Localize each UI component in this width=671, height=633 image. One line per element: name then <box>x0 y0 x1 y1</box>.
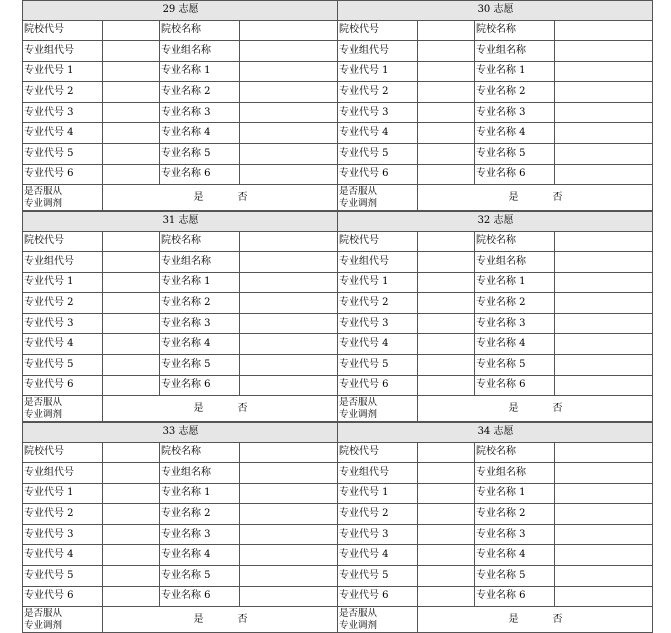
school-name-field[interactable] <box>555 442 653 463</box>
school-name-field[interactable] <box>240 231 338 252</box>
adjust-no-option[interactable]: 否 <box>237 402 248 414</box>
major-code-label: 专业代号 4 <box>23 545 103 566</box>
adjust-label-line2: 专业调剂 <box>24 408 63 420</box>
major-code-label: 专业代号 1 <box>23 272 103 293</box>
adjust-no-option[interactable]: 否 <box>552 402 563 414</box>
major-code-field[interactable] <box>418 524 475 545</box>
school-code-field[interactable] <box>103 20 160 41</box>
volunteer-title: 30 志愿 <box>338 1 653 21</box>
school-code-field[interactable] <box>103 231 160 252</box>
school-name-label: 院校名称 <box>475 442 555 463</box>
adjust-label-line1: 是否服从 <box>24 396 63 408</box>
major-code-label: 专业代号 6 <box>23 586 103 607</box>
major-code-field[interactable] <box>103 102 160 123</box>
group-code-field[interactable] <box>103 252 160 273</box>
group-name-field[interactable] <box>240 463 338 484</box>
school-code-field[interactable] <box>418 20 475 41</box>
adjust-label <box>23 185 103 211</box>
major-name-label: 专业名称 4 <box>475 334 555 355</box>
school-code-label: 院校代号 <box>338 20 418 41</box>
major-name-field[interactable] <box>555 355 653 376</box>
group-code-field[interactable] <box>418 41 475 62</box>
major-code-label: 专业代号 3 <box>338 102 418 123</box>
major-code-field[interactable] <box>418 504 475 525</box>
school-code-label: 院校代号 <box>338 231 418 252</box>
major-name-field[interactable] <box>555 334 653 355</box>
major-name-label: 专业名称 4 <box>475 123 555 144</box>
major-code-label: 专业代号 5 <box>23 566 103 587</box>
major-code-field[interactable] <box>103 313 160 334</box>
school-code-label: 院校代号 <box>23 442 103 463</box>
major-code-label: 专业代号 5 <box>338 355 418 376</box>
major-name-label: 专业名称 5 <box>475 355 555 376</box>
adjust-yes-option[interactable]: 是 <box>193 613 204 625</box>
major-code-label: 专业代号 2 <box>23 293 103 314</box>
major-code-label: 专业代号 5 <box>23 144 103 165</box>
major-code-field[interactable] <box>418 102 475 123</box>
major-code-label: 专业代号 1 <box>23 61 103 82</box>
major-code-field[interactable] <box>418 293 475 314</box>
adjust-no-option[interactable]: 否 <box>237 191 248 203</box>
major-code-field[interactable] <box>103 61 160 82</box>
major-name-field[interactable] <box>240 313 338 334</box>
major-name-label: 专业名称 3 <box>475 524 555 545</box>
major-name-field[interactable] <box>555 123 653 144</box>
major-code-field[interactable] <box>418 375 475 396</box>
major-name-field[interactable] <box>240 504 338 525</box>
major-code-field[interactable] <box>418 61 475 82</box>
major-code-field[interactable] <box>418 545 475 566</box>
major-name-field[interactable] <box>555 313 653 334</box>
major-name-field[interactable] <box>555 164 653 185</box>
group-code-label: 专业组代号 <box>338 252 418 273</box>
group-name-field[interactable] <box>240 41 338 62</box>
major-name-field[interactable] <box>240 61 338 82</box>
major-name-label: 专业名称 1 <box>160 61 240 82</box>
major-code-label: 专业代号 2 <box>23 504 103 525</box>
school-code-field[interactable] <box>418 442 475 463</box>
adjust-label <box>23 396 103 422</box>
volunteer-block <box>337 422 653 633</box>
major-code-field[interactable] <box>418 566 475 587</box>
adjust-label-line2: 专业调剂 <box>339 619 378 631</box>
major-name-field[interactable] <box>555 483 653 504</box>
volunteer-title: 34 志愿 <box>338 423 653 443</box>
adjust-label-line2: 专业调剂 <box>24 619 63 631</box>
volunteer-block <box>337 0 653 211</box>
school-code-label: 院校代号 <box>23 20 103 41</box>
school-name-label: 院校名称 <box>160 442 240 463</box>
school-name-field[interactable] <box>555 20 653 41</box>
major-code-field[interactable] <box>103 545 160 566</box>
major-name-label: 专业名称 5 <box>475 566 555 587</box>
major-name-field[interactable] <box>555 545 653 566</box>
major-code-label: 专业代号 4 <box>338 123 418 144</box>
group-code-field[interactable] <box>103 41 160 62</box>
major-name-label: 专业名称 1 <box>475 272 555 293</box>
adjust-label-line2: 专业调剂 <box>339 197 378 209</box>
major-name-label: 专业名称 3 <box>160 313 240 334</box>
major-code-field[interactable] <box>418 334 475 355</box>
adjust-yes-option[interactable]: 是 <box>193 402 204 414</box>
group-code-label: 专业组代号 <box>23 41 103 62</box>
major-name-label: 专业名称 2 <box>475 293 555 314</box>
adjust-label-line1: 是否服从 <box>339 396 378 408</box>
group-name-field[interactable] <box>555 41 653 62</box>
group-name-field[interactable] <box>555 463 653 484</box>
major-code-field[interactable] <box>103 82 160 103</box>
adjust-choice <box>103 185 338 211</box>
major-code-label: 专业代号 4 <box>23 334 103 355</box>
adjust-yes-option[interactable]: 是 <box>193 191 204 203</box>
group-code-label: 专业组代号 <box>338 463 418 484</box>
major-name-field[interactable] <box>240 375 338 396</box>
major-code-label: 专业代号 2 <box>338 504 418 525</box>
major-name-field[interactable] <box>240 293 338 314</box>
group-code-field[interactable] <box>103 463 160 484</box>
major-name-field[interactable] <box>555 102 653 123</box>
major-name-field[interactable] <box>240 144 338 165</box>
major-name-field[interactable] <box>240 524 338 545</box>
major-code-label: 专业代号 5 <box>338 144 418 165</box>
group-name-label: 专业组名称 <box>475 252 555 273</box>
group-name-label: 专业组名称 <box>160 252 240 273</box>
adjust-yes-option[interactable]: 是 <box>508 191 519 203</box>
major-name-field[interactable] <box>240 123 338 144</box>
major-name-field[interactable] <box>240 586 338 607</box>
major-code-label: 专业代号 6 <box>23 375 103 396</box>
adjust-label-line1: 是否服从 <box>24 607 63 619</box>
major-code-field[interactable] <box>418 355 475 376</box>
school-name-label: 院校名称 <box>475 231 555 252</box>
major-name-field[interactable] <box>240 545 338 566</box>
major-code-field[interactable] <box>103 375 160 396</box>
adjust-label-line2: 专业调剂 <box>339 408 378 420</box>
volunteer-block <box>22 0 338 211</box>
group-name-label: 专业组名称 <box>160 41 240 62</box>
school-name-label: 院校名称 <box>160 20 240 41</box>
major-code-field[interactable] <box>103 144 160 165</box>
volunteer-block <box>337 211 653 422</box>
major-code-label: 专业代号 3 <box>338 313 418 334</box>
major-name-field[interactable] <box>555 375 653 396</box>
major-name-label: 专业名称 2 <box>160 82 240 103</box>
major-code-field[interactable] <box>418 164 475 185</box>
major-name-label: 专业名称 4 <box>475 545 555 566</box>
major-name-label: 专业名称 1 <box>160 483 240 504</box>
adjust-yes-option[interactable]: 是 <box>508 402 519 414</box>
major-code-field[interactable] <box>103 504 160 525</box>
major-code-label: 专业代号 1 <box>338 483 418 504</box>
major-name-label: 专业名称 6 <box>475 375 555 396</box>
group-name-field[interactable] <box>555 252 653 273</box>
major-code-field[interactable] <box>418 82 475 103</box>
major-code-field[interactable] <box>418 483 475 504</box>
volunteer-title: 29 志愿 <box>23 1 338 21</box>
major-code-label: 专业代号 6 <box>338 586 418 607</box>
major-code-label: 专业代号 4 <box>23 123 103 144</box>
major-code-label: 专业代号 4 <box>338 545 418 566</box>
school-code-field[interactable] <box>103 442 160 463</box>
major-code-field[interactable] <box>418 313 475 334</box>
adjust-choice <box>103 607 338 633</box>
school-code-label: 院校代号 <box>338 442 418 463</box>
major-name-label: 专业名称 2 <box>160 293 240 314</box>
volunteer-title: 32 志愿 <box>338 212 653 232</box>
major-name-field[interactable] <box>555 144 653 165</box>
adjust-yes-option[interactable]: 是 <box>508 613 519 625</box>
group-name-label: 专业组名称 <box>475 41 555 62</box>
group-name-field[interactable] <box>240 252 338 273</box>
major-name-label: 专业名称 3 <box>160 524 240 545</box>
major-name-field[interactable] <box>555 272 653 293</box>
major-name-label: 专业名称 6 <box>160 164 240 185</box>
major-code-label: 专业代号 6 <box>338 164 418 185</box>
major-code-label: 专业代号 5 <box>338 566 418 587</box>
major-name-label: 专业名称 1 <box>475 61 555 82</box>
major-code-field[interactable] <box>103 355 160 376</box>
adjust-label <box>338 396 418 422</box>
major-code-field[interactable] <box>418 123 475 144</box>
major-code-label: 专业代号 3 <box>23 524 103 545</box>
major-name-label: 专业名称 3 <box>160 102 240 123</box>
adjust-label <box>338 607 418 633</box>
major-name-label: 专业名称 4 <box>160 545 240 566</box>
adjust-choice <box>103 396 338 422</box>
major-name-label: 专业名称 2 <box>160 504 240 525</box>
major-name-label: 专业名称 2 <box>475 504 555 525</box>
school-name-field[interactable] <box>555 231 653 252</box>
major-code-label: 专业代号 6 <box>23 164 103 185</box>
school-code-field[interactable] <box>418 231 475 252</box>
major-code-field[interactable] <box>103 164 160 185</box>
adjust-label <box>338 185 418 211</box>
major-name-field[interactable] <box>555 566 653 587</box>
school-name-field[interactable] <box>240 442 338 463</box>
major-code-label: 专业代号 3 <box>23 313 103 334</box>
major-code-field[interactable] <box>103 272 160 293</box>
major-name-field[interactable] <box>555 82 653 103</box>
major-code-label: 专业代号 3 <box>338 524 418 545</box>
major-code-field[interactable] <box>418 586 475 607</box>
major-name-label: 专业名称 1 <box>475 483 555 504</box>
major-name-field[interactable] <box>240 164 338 185</box>
major-code-label: 专业代号 5 <box>23 355 103 376</box>
adjust-label-line1: 是否服从 <box>339 607 378 619</box>
major-name-label: 专业名称 6 <box>475 164 555 185</box>
major-code-field[interactable] <box>103 524 160 545</box>
group-code-field[interactable] <box>418 252 475 273</box>
adjust-label <box>23 607 103 633</box>
major-code-field[interactable] <box>103 483 160 504</box>
school-name-field[interactable] <box>240 20 338 41</box>
major-code-field[interactable] <box>103 123 160 144</box>
volunteer-title: 33 志愿 <box>23 423 338 443</box>
group-code-label: 专业组代号 <box>338 41 418 62</box>
major-name-label: 专业名称 4 <box>160 123 240 144</box>
major-code-label: 专业代号 3 <box>23 102 103 123</box>
major-name-label: 专业名称 5 <box>160 144 240 165</box>
group-code-field[interactable] <box>418 463 475 484</box>
major-code-label: 专业代号 4 <box>338 334 418 355</box>
major-name-field[interactable] <box>240 82 338 103</box>
major-name-label: 专业名称 5 <box>160 355 240 376</box>
group-name-label: 专业组名称 <box>160 463 240 484</box>
major-code-label: 专业代号 1 <box>338 61 418 82</box>
major-name-field[interactable] <box>240 483 338 504</box>
major-code-field[interactable] <box>103 293 160 314</box>
volunteer-form-sheet <box>22 0 652 633</box>
major-code-field[interactable] <box>103 334 160 355</box>
volunteer-block <box>22 211 338 422</box>
adjust-label-line1: 是否服从 <box>24 185 63 197</box>
adjust-choice <box>418 396 653 422</box>
group-name-label: 专业组名称 <box>475 463 555 484</box>
major-code-field[interactable] <box>103 566 160 587</box>
major-name-label: 专业名称 6 <box>475 586 555 607</box>
major-code-field[interactable] <box>418 272 475 293</box>
major-code-label: 专业代号 6 <box>338 375 418 396</box>
volunteer-block <box>22 422 338 633</box>
major-name-field[interactable] <box>555 504 653 525</box>
major-code-field[interactable] <box>103 586 160 607</box>
major-code-field[interactable] <box>418 144 475 165</box>
major-name-label: 专业名称 2 <box>475 82 555 103</box>
major-name-field[interactable] <box>555 293 653 314</box>
major-name-field[interactable] <box>555 61 653 82</box>
volunteer-title: 31 志愿 <box>23 212 338 232</box>
adjust-no-option[interactable]: 否 <box>237 613 248 625</box>
major-code-label: 专业代号 1 <box>338 272 418 293</box>
major-name-label: 专业名称 1 <box>160 272 240 293</box>
major-code-label: 专业代号 2 <box>338 82 418 103</box>
school-name-label: 院校名称 <box>160 231 240 252</box>
major-name-label: 专业名称 3 <box>475 313 555 334</box>
adjust-choice <box>418 185 653 211</box>
major-name-label: 专业名称 6 <box>160 586 240 607</box>
major-name-field[interactable] <box>240 355 338 376</box>
major-name-label: 专业名称 4 <box>160 334 240 355</box>
adjust-label-line1: 是否服从 <box>339 185 378 197</box>
major-name-label: 专业名称 5 <box>475 144 555 165</box>
major-name-field[interactable] <box>555 586 653 607</box>
major-name-field[interactable] <box>240 272 338 293</box>
adjust-label-line2: 专业调剂 <box>24 197 63 209</box>
major-code-label: 专业代号 2 <box>338 293 418 314</box>
adjust-no-option[interactable]: 否 <box>552 613 563 625</box>
major-name-field[interactable] <box>240 566 338 587</box>
major-name-field[interactable] <box>240 102 338 123</box>
major-name-label: 专业名称 5 <box>160 566 240 587</box>
school-code-label: 院校代号 <box>23 231 103 252</box>
major-name-field[interactable] <box>240 334 338 355</box>
major-name-label: 专业名称 6 <box>160 375 240 396</box>
group-code-label: 专业组代号 <box>23 252 103 273</box>
major-code-label: 专业代号 1 <box>23 483 103 504</box>
major-name-field[interactable] <box>555 524 653 545</box>
adjust-choice <box>418 607 653 633</box>
adjust-no-option[interactable]: 否 <box>552 191 563 203</box>
group-code-label: 专业组代号 <box>23 463 103 484</box>
school-name-label: 院校名称 <box>475 20 555 41</box>
major-name-label: 专业名称 3 <box>475 102 555 123</box>
major-code-label: 专业代号 2 <box>23 82 103 103</box>
